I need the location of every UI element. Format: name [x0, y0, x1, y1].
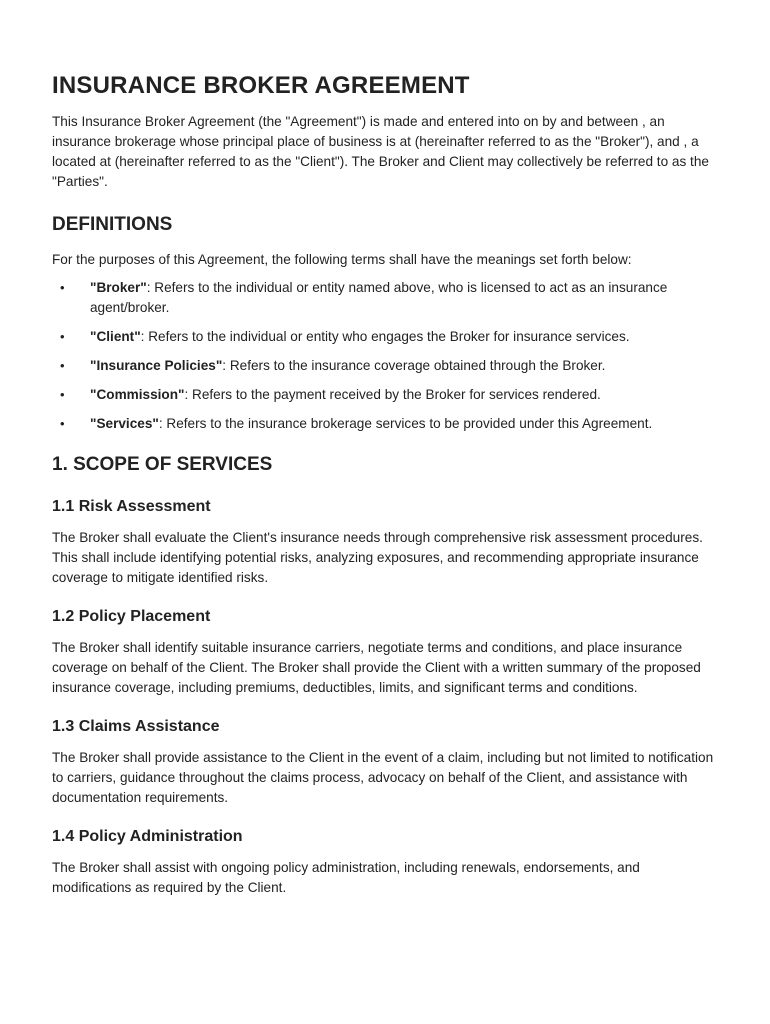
intro-paragraph: This Insurance Broker Agreement (the "Agreement") is made and entered into on by and between , an insurance brokerage whose principal place of business is at (hereinafter referred to as the "Broker"), and , a located at (hereinafter referred to as the "Client"). The Broker and Client may collectively be referred to as the "Parties". — [52, 114, 709, 189]
subsection-heading: 1.1 Risk Assessment — [52, 498, 211, 515]
subsection-heading: 1.3 Claims Assistance — [52, 718, 220, 735]
definitions-lead: For the purposes of this Agreement, the following terms shall have the meanings set forth below: — [52, 252, 632, 267]
definition-item-services — [52, 414, 718, 434]
subsection-policy-placement — [52, 608, 718, 698]
subsection-policy-administration — [52, 828, 718, 898]
definition-term: "Services" — [90, 416, 159, 431]
scope-heading: 1. SCOPE OF SERVICES — [52, 454, 273, 475]
bullet-icon: • — [60, 329, 65, 344]
subsection-heading: 1.2 Policy Placement — [52, 608, 211, 625]
definition-term: "Broker" — [90, 280, 147, 295]
subsection-text: The Broker shall evaluate the Client's insurance needs through comprehensive risk assessment procedures. This shall include identifying potential risks, analyzing exposures, and recommending appropriate insurance coverage to mitigate identified risks. — [52, 530, 703, 585]
document-title: INSURANCE BROKER AGREEMENT — [52, 72, 470, 99]
bullet-icon: • — [60, 358, 65, 373]
definition-item-broker — [52, 278, 718, 318]
definition-item-client — [52, 327, 718, 347]
definition-text: : Refers to the payment received by the Broker for services rendered. — [184, 387, 601, 402]
subsection-text: The Broker shall provide assistance to the Client in the event of a claim, including but not limited to notification to carriers, guidance throughout the claims process, advocacy on behalf of the Client, and assistance with documentation requirements. — [52, 750, 714, 805]
subsection-text: The Broker shall assist with ongoing policy administration, including renewals, endorsements, and modifications as required by the Client. — [52, 860, 640, 895]
subsection-claims-assistance — [52, 718, 718, 808]
definition-text: : Refers to the individual or entity named above, who is licensed to act as an insurance agent/broker. — [90, 280, 668, 315]
definition-item-commission — [52, 385, 718, 405]
definitions-heading: DEFINITIONS — [52, 214, 173, 235]
bullet-icon: • — [60, 416, 65, 431]
definitions-list — [52, 278, 718, 434]
definition-text: : Refers to the insurance coverage obtained through the Broker. — [222, 358, 606, 373]
definition-item-insurance-policies — [52, 356, 718, 376]
bullet-icon: • — [60, 387, 65, 402]
definition-text: : Refers to the individual or entity who engages the Broker for insurance services. — [140, 329, 630, 344]
definition-term: "Insurance Policies" — [90, 358, 223, 373]
definition-term: "Client" — [90, 329, 141, 344]
definition-term: "Commission" — [90, 387, 185, 402]
subsection-text: The Broker shall identify suitable insurance carriers, negotiate terms and conditions, and place insurance coverage on behalf of the Client. The Broker shall provide the Client with a written summary of the proposed insurance coverage, including premiums, deductibles, limits, and significant terms and conditions. — [52, 640, 701, 695]
subsection-heading: 1.4 Policy Administration — [52, 828, 243, 845]
definition-text: : Refers to the insurance brokerage services to be provided under this Agreement. — [158, 416, 653, 431]
bullet-icon: • — [60, 280, 65, 295]
subsection-risk-assessment — [52, 498, 718, 588]
